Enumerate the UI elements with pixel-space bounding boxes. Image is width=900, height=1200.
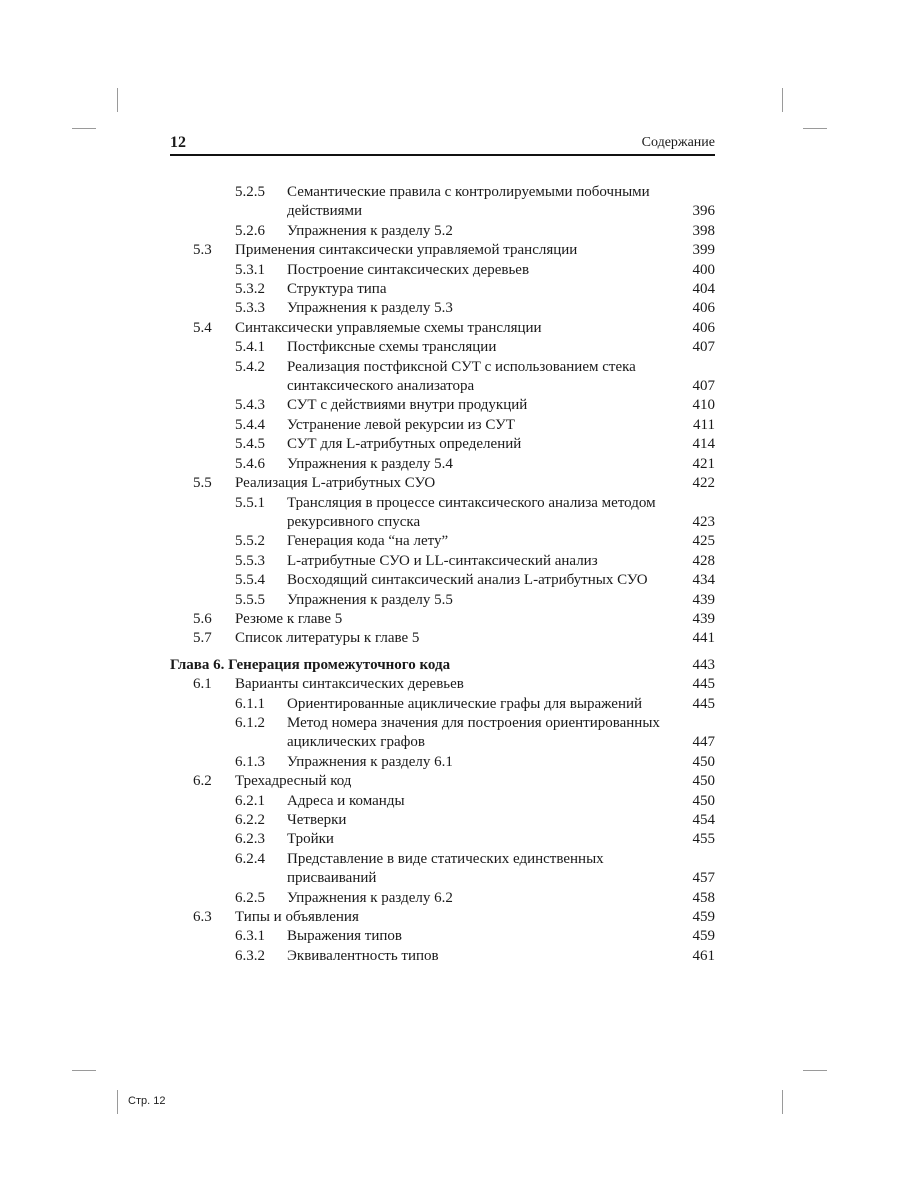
toc-entry-page: 407	[692, 339, 715, 356]
toc-entry-page: 407	[692, 378, 715, 395]
toc-entry-page: 425	[692, 533, 715, 550]
toc-entry	[170, 772, 715, 791]
toc-entry-page: 450	[692, 753, 715, 770]
toc-entry-page: 398	[692, 222, 715, 239]
toc-entry-number: 5.4.3	[235, 397, 265, 414]
toc-entry-number: 6.3.2	[235, 947, 265, 964]
toc-entry-number: 5.5.2	[235, 533, 265, 550]
toc-entry-number: 6.1.3	[235, 753, 265, 770]
toc-entry-title: Упражнения к разделу 6.1	[287, 753, 453, 770]
toc-entry-number: 5.2.5	[235, 184, 265, 200]
toc-entry-page: 454	[692, 812, 715, 828]
toc-entry	[170, 494, 715, 533]
crop-mark	[803, 1070, 827, 1071]
toc-entry	[170, 455, 715, 474]
toc-entry-page: 414	[692, 436, 715, 453]
toc-entry-title: Реализация L-атрибутных СУО	[235, 475, 436, 492]
toc-entry-title: Упражнения к разделу 6.2	[287, 889, 453, 906]
toc-entry-page: 410	[692, 397, 715, 414]
toc-entry-number: 5.5.3	[235, 552, 265, 569]
toc-entry-number: 5.5	[193, 475, 212, 492]
crop-mark	[72, 128, 96, 129]
toc-entry-title: Устранение левой рекурсии из СУТ	[287, 416, 515, 433]
toc-entry-page: 434	[692, 572, 715, 589]
toc-entry	[170, 319, 715, 338]
toc-entry-page: 450	[692, 792, 715, 809]
toc-entry	[170, 532, 715, 551]
toc-entry	[170, 435, 715, 454]
toc-entry-number: 5.3.2	[235, 281, 265, 298]
toc-entry-number: 5.3	[193, 242, 212, 259]
toc-entry-page: 439	[692, 610, 715, 627]
toc-entry	[170, 358, 715, 397]
toc-entry-title: Трансляция в процессе синтаксического анализа методом рекурсивного спуска	[287, 494, 656, 530]
toc-entry	[170, 908, 715, 927]
toc-entry-title: Резюме к главе 5	[235, 610, 343, 627]
toc-entry-number: 5.4.4	[235, 416, 265, 433]
toc-entry	[170, 591, 715, 610]
toc-entry-number: 6.2	[193, 773, 212, 790]
toc-entry-number: 5.5.5	[235, 591, 265, 608]
footer-page-label: Стр. 12	[128, 1095, 166, 1107]
toc-entry-title: Упражнения к разделу 5.5	[287, 591, 453, 608]
toc-entry-number: 5.4.6	[235, 455, 265, 472]
toc-entry-title: Синтаксически управляемые схемы трансляции	[235, 319, 542, 336]
toc-chapter-entry	[170, 656, 715, 675]
toc-entry	[170, 416, 715, 435]
crop-mark	[117, 1090, 118, 1114]
toc-entry-page: 447	[692, 734, 715, 751]
toc-entry-title: Адреса и команды	[287, 792, 405, 809]
table-of-contents	[170, 183, 715, 966]
toc-entry-number: 6.2.1	[235, 792, 265, 809]
toc-entry-page: 445	[692, 676, 715, 693]
toc-entry-page: 450	[692, 773, 715, 790]
toc-entry-number: 5.3.1	[235, 261, 265, 278]
toc-entry-page: 400	[692, 261, 715, 278]
toc-entry	[170, 474, 715, 493]
toc-entry	[170, 753, 715, 772]
toc-entry-title: СУТ для L-атрибутных определений	[287, 436, 522, 453]
toc-entry-page: 421	[692, 455, 715, 472]
toc-entry-title: Постфиксные схемы трансляции	[287, 339, 497, 356]
toc-entry-page: 441	[692, 630, 715, 647]
toc-entry	[170, 571, 715, 590]
toc-entry	[170, 629, 715, 648]
toc-entry	[170, 695, 715, 714]
toc-entry	[170, 927, 715, 946]
toc-entry-title: Эквивалентность типов	[287, 947, 439, 964]
toc-entry	[170, 889, 715, 908]
running-title: Содержание	[641, 135, 715, 150]
toc-entry-title: Варианты синтаксических деревьев	[235, 676, 464, 693]
toc-entry-title: Упражнения к разделу 5.4	[287, 455, 453, 472]
toc-entry-title: L-атрибутные СУО и LL-синтаксический анализ	[287, 552, 598, 569]
toc-entry-number: 5.4.5	[235, 436, 265, 453]
toc-entry-number: 6.3.1	[235, 928, 265, 945]
toc-entry-page: 428	[692, 552, 715, 569]
toc-entry-number: 6.1.1	[235, 695, 265, 712]
toc-entry-title: Упражнения к разделу 5.2	[287, 222, 453, 239]
toc-entry-page: 459	[692, 909, 715, 926]
crop-mark	[72, 1070, 96, 1071]
toc-entry	[170, 241, 715, 260]
toc-entry	[170, 222, 715, 241]
toc-entry-page: 423	[692, 513, 715, 530]
toc-entry	[170, 396, 715, 415]
toc-entry-number: 6.2.2	[235, 812, 265, 828]
toc-entry-title: Трехадресный код	[235, 773, 352, 790]
toc-entry-page: 439	[692, 591, 715, 608]
toc-entry-title: Список литературы к главе 5	[235, 630, 420, 647]
running-header	[170, 134, 715, 154]
toc-entry-number: 5.5.1	[235, 494, 265, 511]
crop-mark	[117, 88, 118, 112]
toc-entry-page: 461	[692, 947, 715, 964]
toc-entry-number: 5.4	[193, 319, 212, 336]
toc-entry-title: СУТ с действиями внутри продукций	[287, 397, 528, 414]
toc-entry	[170, 947, 715, 966]
toc-entry-number: 6.2.5	[235, 889, 265, 906]
toc-entry-title: Структура типа	[287, 281, 387, 298]
toc-entry	[170, 811, 715, 830]
toc-entry	[170, 610, 715, 629]
toc-entry-page: 406	[692, 319, 715, 336]
toc-entry-title: Применения синтаксически управляемой трансляции	[235, 242, 578, 259]
toc-entry	[170, 552, 715, 571]
toc-entry-page: 445	[692, 695, 715, 712]
toc-entry	[170, 850, 715, 889]
toc-entry-number: 5.3.3	[235, 300, 265, 317]
toc-entry	[170, 261, 715, 280]
toc-entry-number: 5.4.1	[235, 339, 265, 356]
toc-entry-page: 411	[693, 416, 715, 433]
toc-entry	[170, 675, 715, 694]
toc-entry-number: 6.3	[193, 909, 212, 926]
toc-entry-number: 5.2.6	[235, 222, 265, 239]
toc-entry	[170, 183, 715, 222]
toc-entry-page: 458	[692, 889, 715, 906]
toc-entry-title: Выражения типов	[287, 928, 402, 945]
toc-entry-number: 6.2.3	[235, 831, 265, 848]
toc-entry-page: 399	[692, 242, 715, 259]
toc-entry	[170, 280, 715, 299]
toc-entry-number: 6.2.4	[235, 850, 265, 867]
toc-entry-title: Семантические правила с контролируемыми побочными действиями	[287, 184, 650, 220]
toc-entry-title: Реализация постфиксной СУТ с использованием стека синтаксического анализатора	[287, 358, 636, 395]
toc-entry-page: 457	[692, 870, 715, 887]
toc-entry-page: 443	[692, 656, 715, 673]
crop-mark	[803, 128, 827, 129]
toc-entry-title: Восходящий синтаксический анализ L-атрибутных СУО	[287, 572, 648, 589]
crop-mark	[782, 1090, 783, 1114]
toc-entry	[170, 830, 715, 849]
header-rule	[170, 154, 715, 156]
toc-entry-title: Глава 6. Генерация промежуточного кода	[170, 656, 451, 673]
toc-entry-title: Представление в виде статических единственных присваиваний	[287, 850, 604, 887]
toc-entry-title: Упражнения к разделу 5.3	[287, 300, 453, 317]
toc-entry-number: 5.4.2	[235, 358, 265, 375]
toc-entry-page: 422	[692, 475, 715, 492]
toc-entry-page: 455	[692, 831, 715, 848]
toc-entry-title: Метод номера значения для построения ориентированных ациклических графов	[287, 714, 660, 751]
toc-entry-number: 5.5.4	[235, 572, 265, 589]
toc-entry-page: 406	[692, 300, 715, 317]
toc-entry	[170, 338, 715, 357]
toc-entry-title: Четверки	[287, 812, 347, 828]
crop-mark	[782, 88, 783, 112]
toc-entry-title: Построение синтаксических деревьев	[287, 261, 530, 278]
page-number: 12	[170, 134, 186, 151]
toc-entry	[170, 299, 715, 318]
toc-entry-page: 459	[692, 928, 715, 945]
toc-entry-title: Ориентированные ациклические графы для выражений	[287, 695, 643, 712]
toc-entry	[170, 714, 715, 753]
toc-entry-number: 6.1.2	[235, 714, 265, 731]
toc-entry-number: 6.1	[193, 676, 212, 693]
toc-entry-number: 5.7	[193, 630, 212, 647]
toc-entry-title: Тройки	[287, 831, 334, 848]
toc-entry-title: Типы и объявления	[235, 909, 359, 926]
toc-entry-page: 404	[692, 281, 715, 298]
toc-entry-number: 5.6	[193, 610, 212, 627]
toc-entry	[170, 792, 715, 811]
toc-entry-title: Генерация кода “на лету”	[287, 533, 449, 550]
toc-entry-page: 396	[692, 203, 715, 220]
